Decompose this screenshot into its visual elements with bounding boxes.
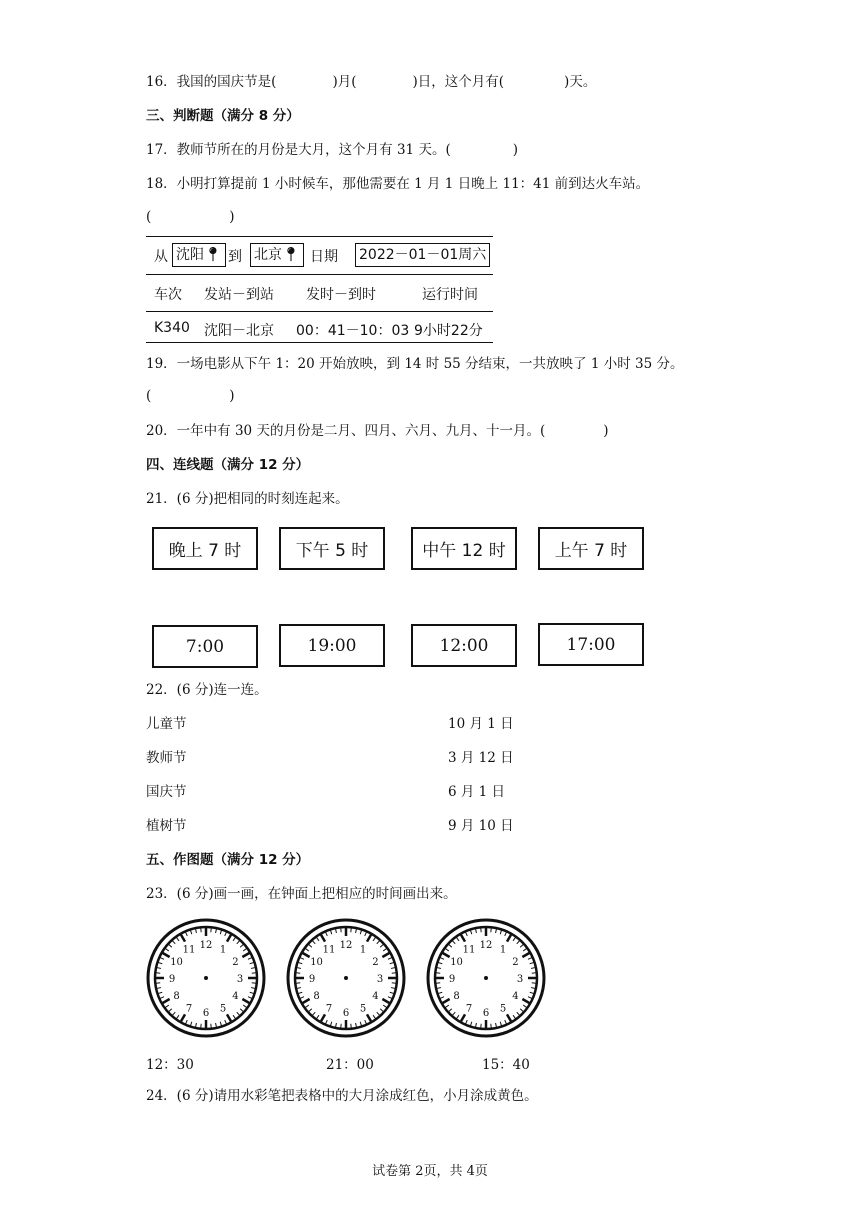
question-24: 24．(6 分)请用水彩笔把表格中的大月涂成红色，小月涂成黄色。 [146,1088,538,1104]
clock-numeral: 4 [512,991,519,1002]
time-box-noon-12: 中午 12 时 [411,527,517,570]
clock-numeral: 10 [170,957,183,968]
timetable-search-row [146,238,493,274]
to-label: 到 [228,249,242,265]
clock-center-dot [484,976,488,980]
clock-numeral: 7 [325,1003,333,1015]
q17-close: ) [512,142,518,158]
clock-numeral: 6 [482,1008,490,1019]
clock-center-dot [344,976,348,980]
clock-numeral: 6 [202,1008,210,1019]
festival-arbor-day: 植树节 [146,818,187,834]
date-mar-12: 3 月 12 日 [448,750,514,766]
clock-time-label-1: 12：30 [146,1057,194,1073]
date-sep-10: 9 月 10 日 [448,818,514,834]
to-station [250,243,304,267]
clock-numeral: 11 [462,944,476,956]
q18-paren-open: ( [146,209,152,225]
question-19: 19．一场电影从下午 1：20 开始放映，到 14 时 55 分结束，一共放映了 1 小时 35 分。 [146,356,684,372]
clock-face-3 [426,918,546,1038]
clock-numeral: 9 [448,974,456,985]
cell-train-no: K340 [154,320,190,336]
clock-numeral: 2 [372,957,379,968]
q19-paren-close: ) [229,388,235,404]
from-station-text: 沈阳 [176,247,204,263]
clock-numeral: 1 [359,944,367,956]
clock-numeral: 5 [499,1003,507,1015]
q17-text: 17．教师节所在的月份是大月，这个月有 31 天。( [146,142,451,158]
time-box-1700: 17:00 [538,623,644,666]
clock-numeral: 12 [199,940,213,951]
clock-numeral: 4 [232,991,239,1002]
question-22: 22．(6 分)连一连。 [146,682,268,698]
header-duration: 运行时间 [422,287,478,303]
question-21: 21．(6 分)把相同的时刻连起来。 [146,491,349,507]
question-16 [146,73,596,91]
clock-numeral: 2 [512,957,519,968]
location-pin-icon: 📍︎ [204,247,222,263]
time-box-evening-7: 晚上 7 时 [152,527,258,570]
q19-paren-open: ( [146,388,152,404]
q16-text-a: 16．我国的国庆节是( [146,74,277,90]
header-stations: 发站－到站 [204,287,274,303]
question-23: 23．(6 分)画一画，在钟面上把相应的时间画出来。 [146,886,457,902]
clock-numeral: 9 [308,974,316,985]
time-box-afternoon-5: 下午 5 时 [279,527,385,570]
to-station-text: 北京 [254,247,282,263]
section-3-title: 三、判断题（满分 8 分） [146,108,300,124]
clock-numeral: 2 [232,957,239,968]
clock-numeral: 7 [465,1003,473,1015]
clock-numeral: 7 [185,1003,193,1015]
q16-text-b: )月( [332,74,357,90]
timetable-header-row [146,276,493,312]
clock-numeral: 3 [516,974,524,985]
q18-paren-close: ) [229,209,235,225]
date-jun-1: 6 月 1 日 [448,784,506,800]
location-pin-icon: 📍︎ [282,247,300,263]
question-17 [146,141,518,159]
clock-numeral: 9 [168,974,176,985]
cell-duration: 9小时22分 [414,323,483,339]
date-label: 日期 [310,249,338,265]
clock-center-dot [204,976,208,980]
q16-text-d: )天。 [564,74,597,90]
clock-numeral: 8 [453,991,460,1002]
time-box-1200: 12:00 [411,624,517,667]
festival-teachers-day: 教师节 [146,750,187,766]
clock-time-label-2: 21：00 [326,1057,374,1073]
from-label: 从 [154,249,168,265]
question-19-answer [146,387,235,405]
question-18: 18．小明打算提前 1 小时候车，那他需要在 1 月 1 日晚上 11：41 前到达火车站。 [146,176,650,192]
clock-numeral: 10 [310,957,323,968]
section-4-title: 四、连线题（满分 12 分） [146,457,310,473]
clock-numeral: 10 [450,957,463,968]
section-5-title: 五、作图题（满分 12 分） [146,852,310,868]
q16-text-c: )日，这个月有( [412,74,505,90]
from-station [172,243,226,267]
festival-childrens-day: 儿童节 [146,716,187,732]
question-18-answer [146,208,235,226]
clock-numeral: 5 [219,1003,227,1015]
question-20 [146,422,609,440]
date-value: 2022－01－01周六 [355,243,490,267]
clock-numeral: 1 [219,944,227,956]
clock-numeral: 8 [313,991,320,1002]
header-train-no: 车次 [154,287,182,303]
clock-numeral: 11 [182,944,196,956]
clock-numeral: 1 [499,944,507,956]
clock-numeral: 12 [339,940,353,951]
time-box-1900: 19:00 [279,624,385,667]
q20-close: ) [603,423,609,439]
clock-numeral: 3 [236,974,244,985]
clock-numeral: 3 [376,974,384,985]
clock-numeral: 4 [372,991,379,1002]
date-oct-1: 10 月 1 日 [448,716,514,732]
page-footer: 试卷第 2页，共 4页 [372,1164,488,1179]
train-timetable [146,236,493,343]
q20-text: 20．一年中有 30 天的月份是二月、四月、六月、九月、十一月。( [146,423,546,439]
clock-numeral: 11 [322,944,336,956]
clock-time-label-3: 15：40 [482,1057,530,1073]
clock-face-1 [146,918,266,1038]
time-box-morning-7: 上午 7 时 [538,527,644,570]
time-box-0700: 7:00 [152,625,258,668]
festival-national-day: 国庆节 [146,784,187,800]
clock-face-2 [286,918,406,1038]
clock-numeral: 8 [173,991,180,1002]
header-times: 发时－到时 [306,287,376,303]
cell-stations: 沈阳－北京 [204,323,274,339]
clock-numeral: 12 [479,940,493,951]
clock-numeral: 6 [342,1008,350,1019]
clock-numeral: 5 [359,1003,367,1015]
cell-times: 00：41－10：03 [296,323,410,339]
